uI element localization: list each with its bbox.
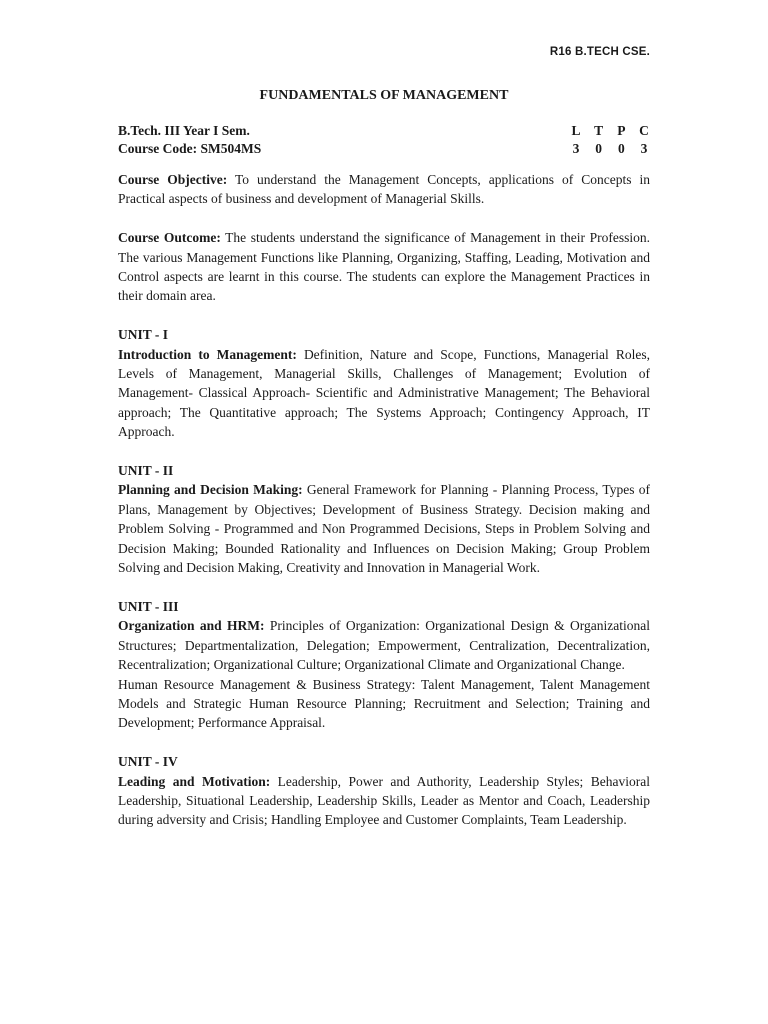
unit-3-title: UNIT - III [118,598,179,614]
unit-3-text: Principles of Organization: Organizational Design & Organizational Structures; Departmentalization, Delegation; Empowerment, Centralization, Decentralization, Recentralization; Organizational Culture; Organizational Climate and Organizational Change. [118,618,650,673]
ltpc-label-c: C [639,123,649,138]
ltpc-value-p: 0 [617,141,625,156]
course-outcome-text: The students understand the significance of Management in their Profession. The various Management Functions like Planning, Organizing, Staffing, Leading, Motivation and Control aspects are learnt in this course. The students can explore the Management Practices in their domain area. [118,230,650,304]
unit-4-heading: Leading and Motivation: [118,773,271,789]
unit-3-heading: Organization and HRM: [118,618,265,634]
course-meta [118,122,650,158]
unit-1-text: Definition, Nature and Scope, Functions, Managerial Roles, Levels of Management, Managerial Skills, Challenges of Management; Evolution of Management- Classical Approach- Scientific and Administrative Management; The Behavioral approach; The Quantitative approach; The Systems Approach; Contingency Approach, IT Approach. [118,346,650,440]
year-semester: B.Tech. III Year I Sem. [118,123,250,138]
ltpc-label-p: P [617,123,626,138]
course-objective [118,170,650,209]
ltpc-value-l: 3 [572,141,580,156]
ltpc-value-c: 3 [640,141,648,156]
course-outcome [118,228,650,306]
unit-3-content [118,616,650,674]
unit-4-text: Leadership, Power and Authority, Leadership Styles; Behavioral Leadership, Situational Leadership, Leadership Skills, Leader as Mentor and Coach, Leadership during adversity and Crisis; Handling Employee and Customer Complaints, Team Leadership. [118,773,650,828]
meta-row-code [118,140,650,158]
unit-3-extra: Human Resource Management & Business Strategy: Talent Management, Talent Management Models and Strategic Human Resource Planning; Recruitment and Selection; Training and Development; Performance Appraisal. [118,676,650,731]
unit-4-title: UNIT - IV [118,754,178,770]
ltpc-value-t: 0 [595,141,603,156]
unit-1-title: UNIT - I [118,327,169,343]
course-outcome-label: Course Outcome: [118,230,221,246]
page-title: FUNDAMENTALS OF MANAGEMENT [259,88,509,103]
syllabus-body [118,170,650,830]
unit-2-title: UNIT - II [118,463,174,479]
ltpc-label-l: L [571,123,581,138]
unit-1-content [118,345,650,442]
unit-1-heading: Introduction to Management: [118,346,297,362]
unit-4-content [118,772,650,830]
course-objective-label: Course Objective: [118,172,228,187]
header-course-code: R16 B.TECH CSE. [549,46,650,58]
ltpc-labels [570,122,650,140]
course-objective-text: To understand the Management Concepts, applications of Concepts in Practical aspects of business and development of Managerial Skills. [118,172,650,207]
ltpc-values [570,140,650,158]
course-code: Course Code: SM504MS [118,141,262,156]
unit-2-content [118,480,650,577]
unit-2-heading: Planning and Decision Making: [118,482,303,498]
unit-2-text: General Framework for Planning - Planning Process, Types of Plans, Management by Objectives; Development of Business Strategy. Decision making and Problem Solving - Programmed and Non Programmed Decisions, Steps in Problem Solving and Decision Making; Bounded Rationality and Influences on Decision Making; Group Problem Solving and Decision Making, Creativity and Innovation in Managerial Work. [118,482,650,576]
meta-row-year [118,122,650,140]
ltpc-label-t: T [594,123,604,138]
